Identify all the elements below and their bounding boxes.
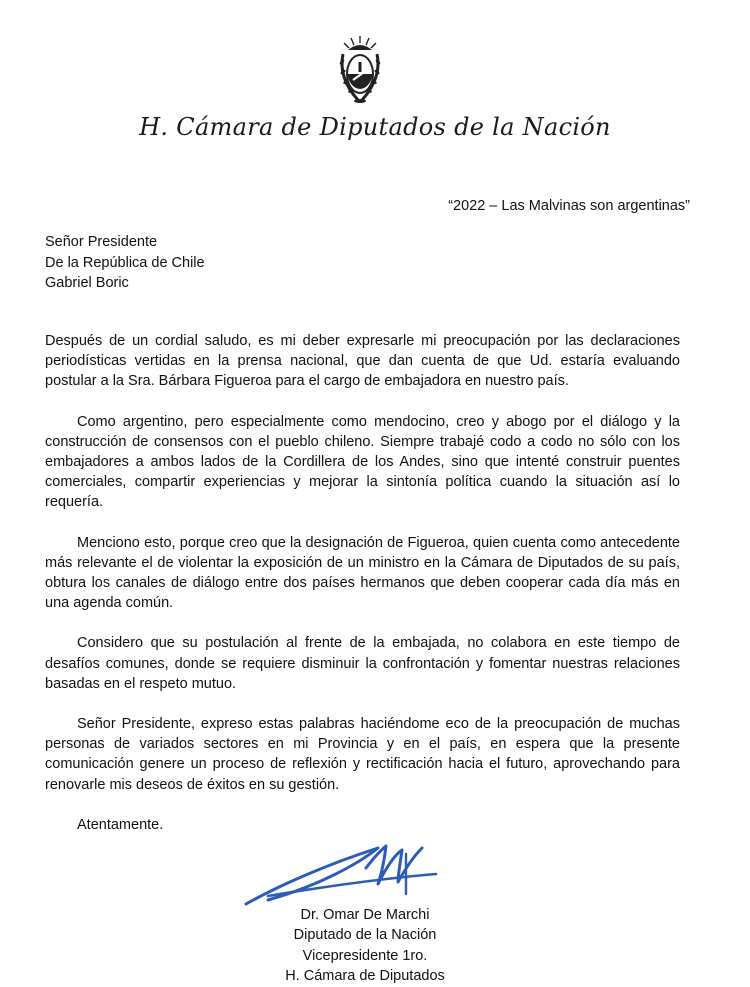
signer-title: Diputado de la Nación	[293, 927, 437, 944]
signer-role: Vicepresidente 1ro.	[302, 947, 428, 964]
signer-block	[250, 905, 480, 987]
paragraph-1: Después de un cordial saludo, es mi deber expresarle mi preocupación por las declaraciones periodísticas vertidas en la prensa nacional, que dan cuenta de que Ud. estaría evaluando postular a la Sra. Bárbara Figueroa para el cargo de embajadora en nuestro país.	[45, 333, 680, 390]
closing: Atentamente.	[77, 816, 164, 833]
year-motto: “2022 – Las Malvinas son argentinas”	[448, 198, 690, 214]
paragraph-2: Como argentino, pero especialmente como mendocino, creo y abogo por el diálogo y la construcción de consensos con el pueblo chileno. Siempre trabajé codo a codo no sólo con los embajadores a ambos lados de la Cordillera de los Andes, sino que intenté construir puentes comerciales, compartir experiencias y mejorar la sintonía política cuando la situación así lo requería.	[45, 413, 680, 511]
recipient-title: Señor Presidente	[45, 234, 158, 250]
signer-institution: H. Cámara de Diputados	[285, 968, 445, 985]
recipient-country: De la República de Chile	[45, 254, 205, 271]
recipient-block	[45, 232, 205, 294]
letter-body	[45, 331, 680, 855]
paragraph-5: Señor Presidente, expreso estas palabras haciéndome eco de la preocupación de muchas personas de variados sectores en mi Provincia y en el país, en espera que la presente comunicación genere un proceso de reflexión y rectificación hacia el futuro, aprovechando para renovarle mis deseos de éxitos en su gestión.	[45, 716, 680, 793]
coat-of-arms-icon	[336, 34, 384, 106]
recipient-name: Gabriel Boric	[45, 275, 129, 291]
signer-name: Dr. Omar De Marchi	[300, 907, 430, 923]
paragraph-4: Considero que su postulación al frente de la embajada, no colabora en este tiempo de desafíos comunes, donde se requiere disminuir la confrontación y fomentar nuestras relaciones basadas en el respeto mutuo.	[45, 635, 680, 692]
paragraph-3: Menciono esto, porque creo que la designación de Figueroa, quien cuenta como antecedente más relevante el de violentar la exposición de un ministro en la Cámara de Diputados de su país, obtura los canales de diálogo entre dos países hermanos que deben cooperar cada día más en una agenda común.	[45, 534, 680, 612]
institution-name: H. Cámara de Diputados de la Nación	[139, 113, 611, 141]
handwritten-signature	[238, 834, 448, 912]
